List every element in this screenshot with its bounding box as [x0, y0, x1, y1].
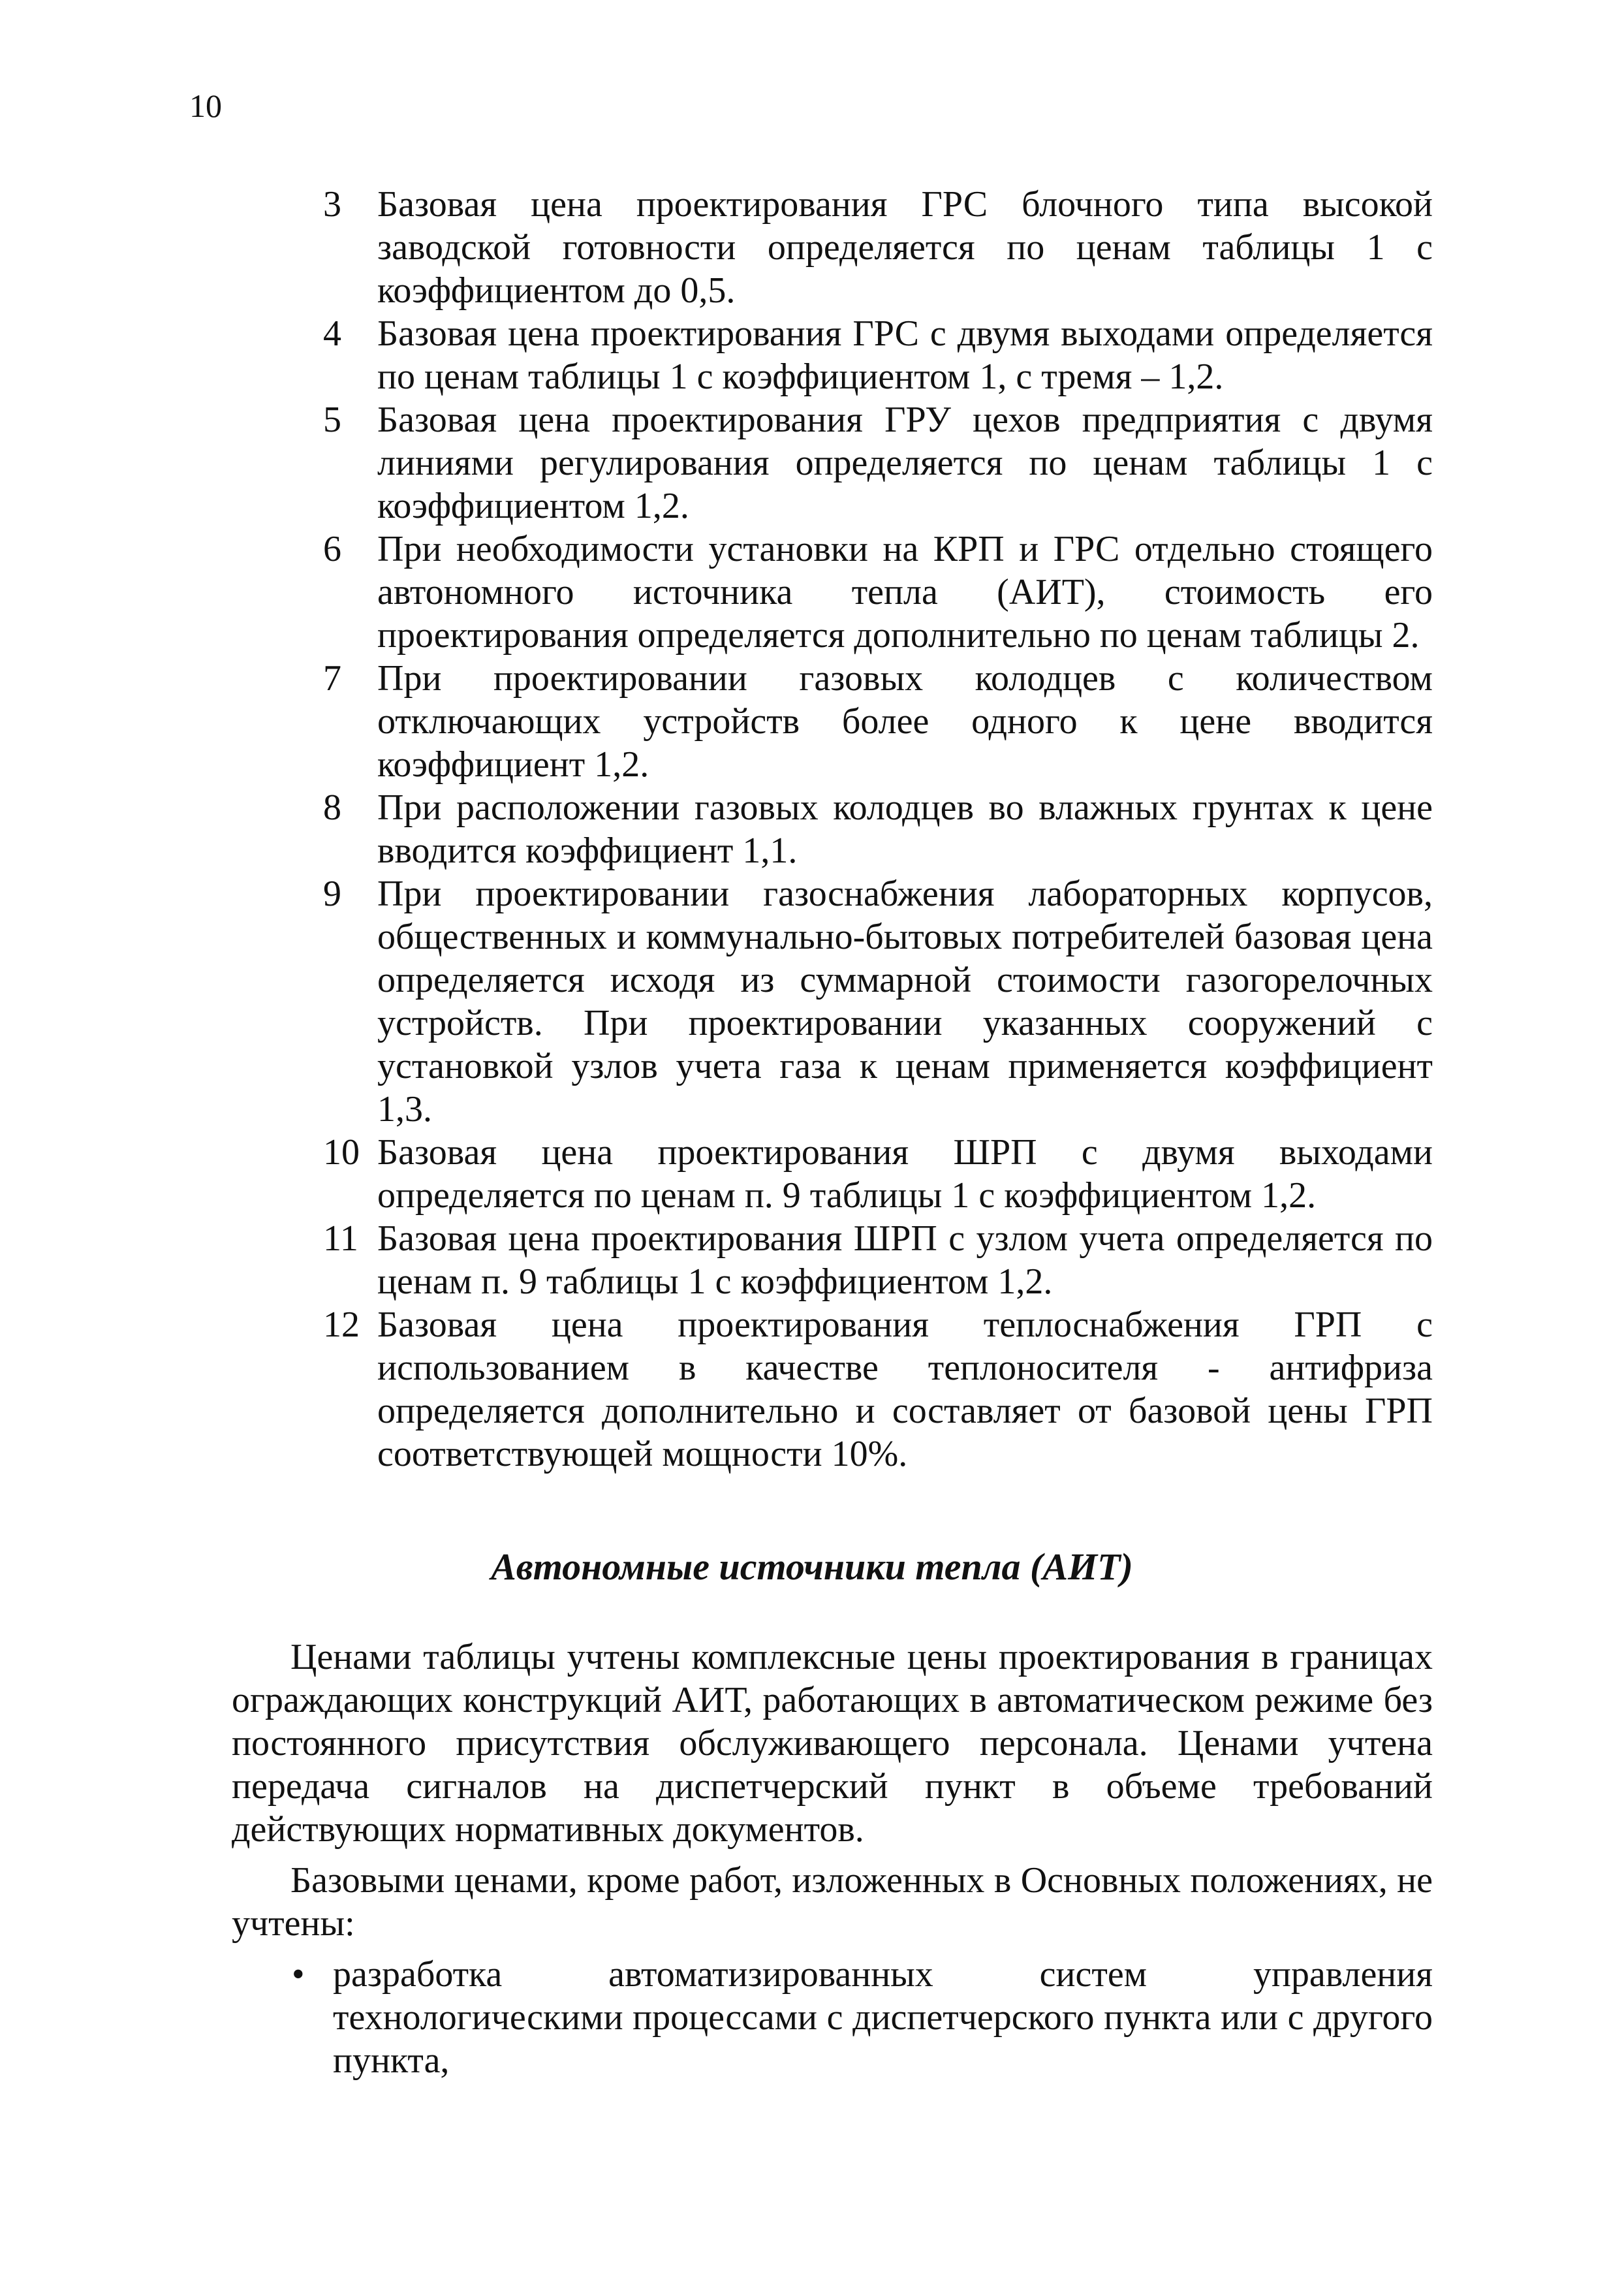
page-number: 10: [189, 87, 222, 124]
note-item: [323, 312, 1433, 398]
note-text: Базовая цена проектирования ГРУ цехов предприятия с двумя линиями регулирования определяется по ценам таблицы 1 с коэффициентом 1,2.: [377, 400, 1433, 526]
note-number: 11: [323, 1218, 358, 1259]
note-text: Базовая цена проектирования ШРП с узлом учета определяется по ценам п. 9 таблицы 1 с коэффициентом 1,2.: [377, 1218, 1433, 1302]
paragraph: Базовыми ценами, кроме работ, изложенных в Основных положениях, не учтены:: [232, 1860, 1433, 1944]
note-text: При необходимости установки на КРП и ГРС отдельно стоящего автономного источника тепла (АИТ), стоимость его проектирования определяется дополнительно по ценам таблицы 2.: [377, 529, 1433, 656]
note-item: [323, 1131, 1433, 1217]
note-number: 4: [323, 313, 341, 354]
note-item: [323, 183, 1433, 312]
note-item: [323, 786, 1433, 872]
note-text: Базовая цена проектирования ШРП с двумя выходами определяется по ценам п. 9 таблицы 1 с коэффициентом 1,2.: [377, 1132, 1433, 1216]
note-text: Базовая цена проектирования теплоснабжения ГРП с использованием в качестве теплоносителя - антифриза определяется дополнительно и составляет от базовой цены ГРП соответствующей мощности 10%.: [377, 1305, 1433, 1474]
note-item: [323, 872, 1433, 1131]
note-item: [323, 528, 1433, 657]
section-title: Автономные источники тепла (АИТ): [491, 1545, 1133, 1588]
note-number: 10: [323, 1132, 360, 1173]
note-number: 9: [323, 874, 341, 914]
note-text: При расположении газовых колодцев во влажных грунтах к цене вводится коэффициент 1,1.: [377, 787, 1433, 871]
note-item: [323, 1217, 1433, 1303]
note-text: При проектировании газовых колодцев с количеством отключающих устройств более одного к цене вводится коэффициент 1,2.: [377, 658, 1433, 785]
note-item: [323, 398, 1433, 528]
note-number: 7: [323, 658, 341, 699]
note-number: 12: [323, 1305, 360, 1345]
notes-list: [323, 183, 1433, 1476]
bullet-icon: •: [292, 1954, 305, 1995]
note-item: [323, 1303, 1433, 1476]
note-number: 3: [323, 184, 341, 225]
paragraph: Ценами таблицы учтены комплексные цены проектирования в границах ограждающих конструкций АИТ, работающих в автоматическом режиме без постоянного присутствия обслуживающего персонала. Ценами учтена передача сигналов на диспетчерский пункт в объеме требований действующих нормативных документов.: [232, 1637, 1433, 1850]
bullet-item: [232, 1953, 1433, 2082]
note-number: 5: [323, 400, 341, 440]
bullet-list: [232, 1953, 1433, 2082]
bullet-text: разработка автоматизированных систем управления технологическими процессами с диспетчерского пункта или с другого пункта,: [333, 1954, 1433, 2081]
section-body: [232, 1636, 1433, 2082]
note-number: 8: [323, 787, 341, 828]
note-text: Базовая цена проектирования ГРС блочного типа высокой заводской готовности определяется по ценам таблицы 1 с коэффициентом до 0,5.: [377, 184, 1433, 311]
note-item: [323, 657, 1433, 786]
note-number: 6: [323, 529, 341, 569]
note-text: Базовая цена проектирования ГРС с двумя выходами определяется по ценам таблицы 1 с коэффициентом 1, с тремя – 1,2.: [377, 313, 1433, 397]
note-text: При проектировании газоснабжения лабораторных корпусов, общественных и коммунально-бытовых потребителей базовая цена определяется исходя из суммарной стоимости газогорелочных устройств. При проектировании указанных сооружений с установкой узлов учета газа к ценам применяется коэффициент 1,3.: [377, 874, 1433, 1130]
